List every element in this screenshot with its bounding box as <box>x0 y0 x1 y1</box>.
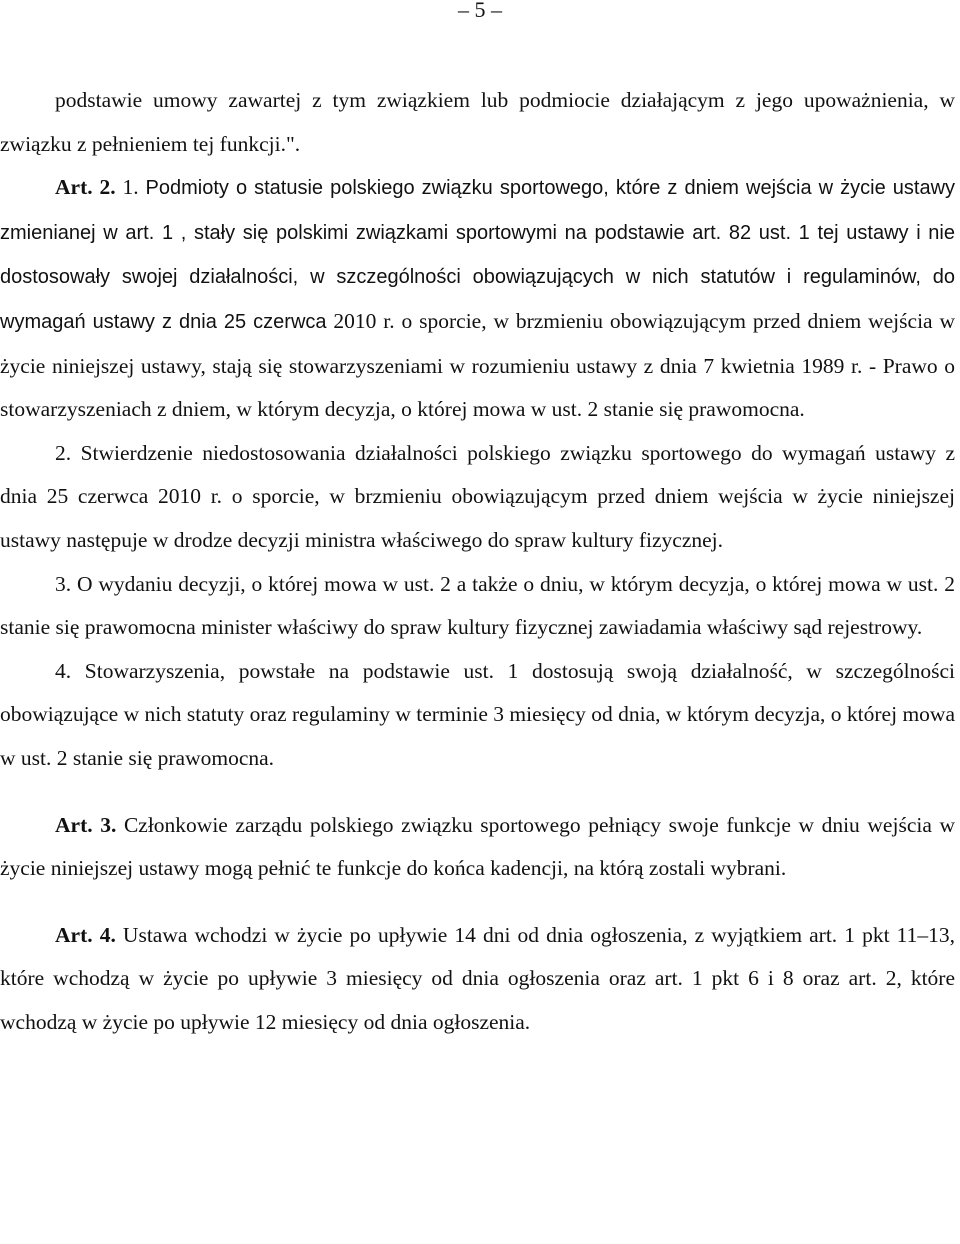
article-2-paragraph-3 <box>0 563 955 650</box>
paragraph-text: 4. Stowarzyszenia, powstałe na podstawie ust. 1 dostosują swoją działalność, w szczególności obowiązujące w nich statuty oraz regulaminy w terminie 3 miesięcy od dnia, w którym decyzja, o której mowa w ust. 2 stanie się prawomocna. <box>0 658 955 770</box>
paragraph-number: 1. <box>122 175 139 200</box>
article-text: Ustawa wchodzi w życie po upływie 14 dni od dnia ogłoszenia, z wyjątkiem art. 1 pkt 11–13, które wchodzą w życie po upływie 3 miesięcy od dnia ogłoszenia oraz art. 1 pkt 6 i 8 oraz art. 2, które wchodzą w życie po upływie 12 miesięcy od dnia ogłoszenia. <box>0 922 956 1034</box>
article-4 <box>0 914 955 1045</box>
article-label: Art. 4. <box>55 922 116 947</box>
article-2-paragraph-1 <box>0 166 955 432</box>
article-label: Art. 2. <box>55 175 116 200</box>
article-2-paragraph-2 <box>0 432 955 563</box>
article-3 <box>0 804 955 891</box>
article-text: Członkowie zarządu polskiego związku sportowego pełniący swoje funkcje w dniu wejścia w życie niniejszej ustawy mogą pełnić te funkcje do końca kadencji, na którą zostali wybrani. <box>0 812 956 881</box>
paragraph-continuation <box>0 79 955 166</box>
document-body <box>0 79 955 1044</box>
paragraph-text: 2. Stwierdzenie niedostosowania działalności polskiego związku sportowego do wymagań ustawy z dnia 25 czerwca 2010 r. o sporcie, w brzmieniu obowiązującym przed dniem wejścia w życie niniejszej ustawy następuje w drodze decyzji ministra właściwego do spraw kultury fizycznej. <box>0 440 955 552</box>
article-2-paragraph-4 <box>0 650 955 781</box>
paragraph-text: 2010 r. o sporcie, w brzmieniu obowiązującym przed dniem wejścia w życie niniejszej ustawy, stają się stowarzyszeniami w rozumieniu ustawy z dnia 7 kwietnia 1989 r. - Prawo o stowarzyszeniach z dniem, w którym decyzja, o której mowa w ust. 2 stanie się prawomocna. <box>0 308 955 422</box>
page-number: – 5 – <box>458 0 502 22</box>
paragraph-text: Podmioty o statusie polskiego związku sportowego, które z dniem wejścia w życie ustawy zmienianej w art. 1 , stały się polskimi związkami sportowymi na podstawie art. 82 ust. 1 tej ustawy i nie dostosowały swojej działalności, w szczególności obowiązujących w nich statutów i regulaminów, do wymagań ustawy z dnia 25 czerwca <box>0 177 956 333</box>
paragraph-text: podstawie umowy zawartej z tym związkiem lub podmiocie działającym z jego upoważnienia, w związku z pełnieniem tej funkcji.". <box>0 88 955 156</box>
article-label: Art. 3. <box>55 812 117 837</box>
paragraph-text: 3. O wydaniu decyzji, o której mowa w ust. 2 a także o dniu, w którym decyzja, o której mowa w ust. 2 stanie się prawomocna minister właściwy do spraw kultury fizycznej zawiadamia właściwy sąd rejestrowy. <box>0 571 955 640</box>
